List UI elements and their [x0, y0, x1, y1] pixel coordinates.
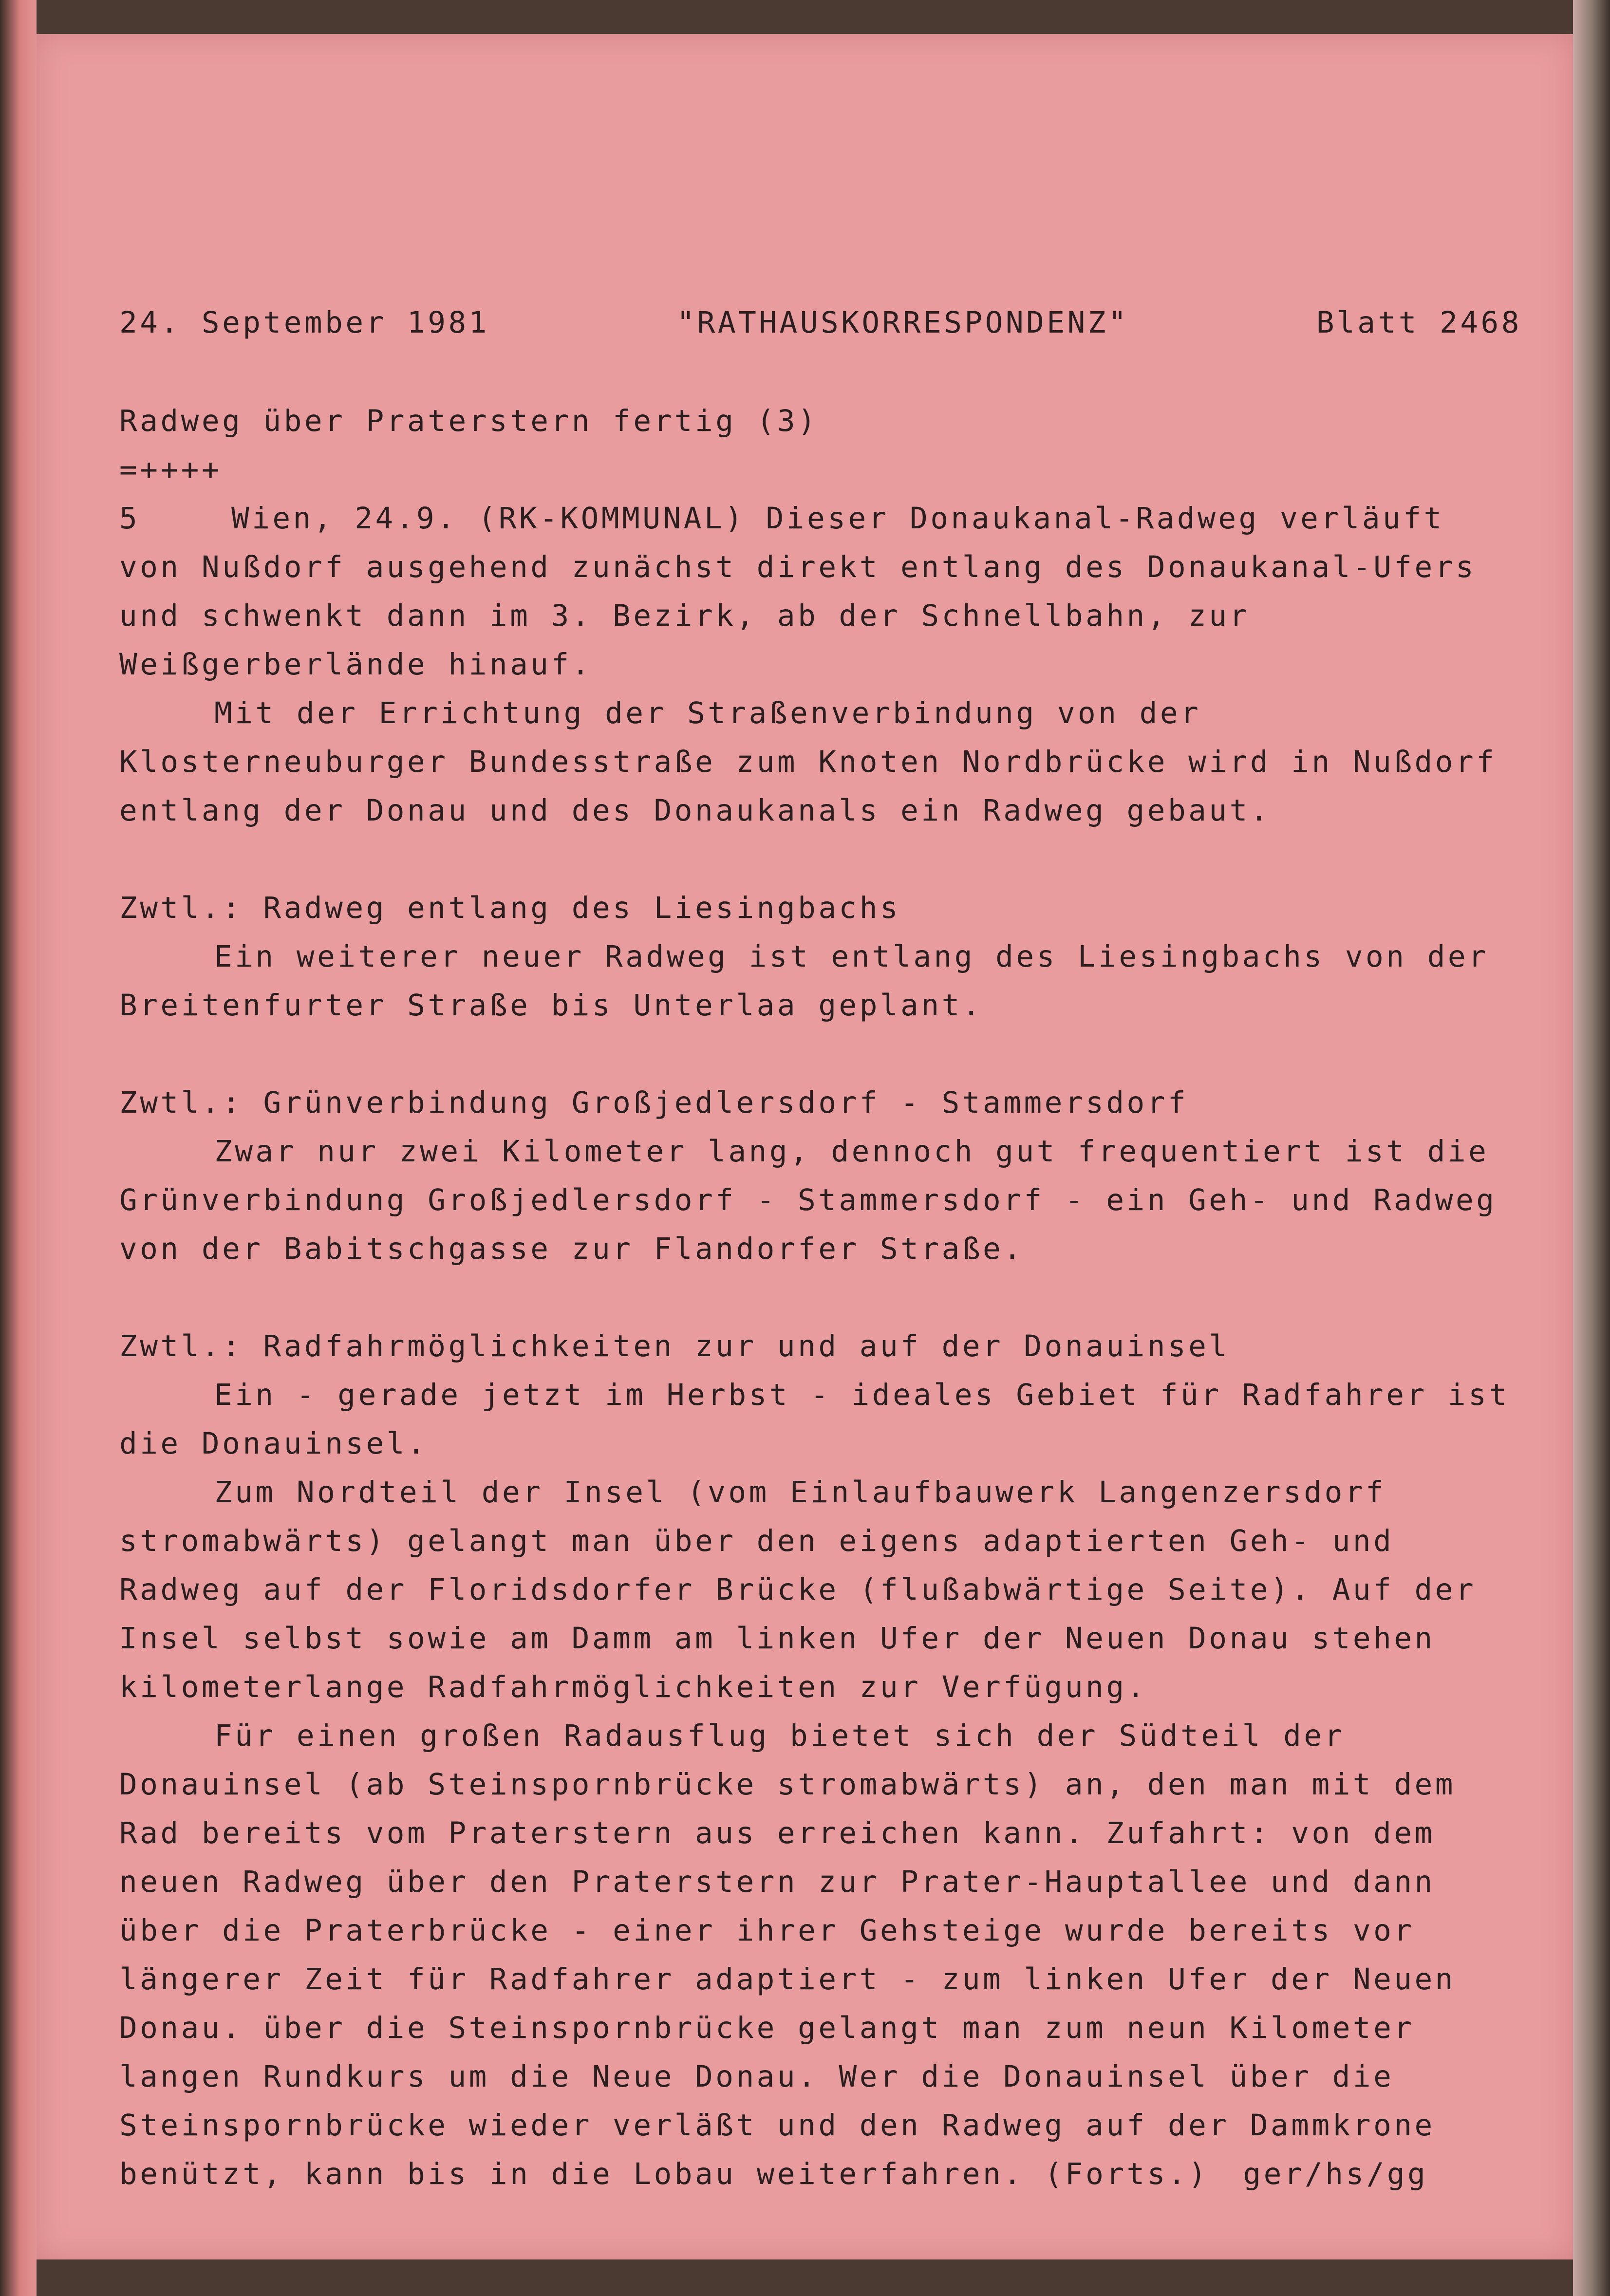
paragraph-line: Steinspornbrücke wieder verläßt und den Radweg auf der Dammkrone	[119, 2108, 1435, 2143]
paragraph-line: Insel selbst sowie am Damm am linken Ufer der Neuen Donau stehen	[119, 1621, 1435, 1656]
paragraph-line: Ein - gerade jetzt im Herbst - ideales Gebiet für Radfahrer ist	[214, 1378, 1510, 1412]
paragraph-line: und schwenkt dann im 3. Bezirk, ab der Schnellbahn, zur	[119, 598, 1250, 633]
subheading: Zwtl.: Radfahrmöglichkeiten zur und auf der Donauinsel	[119, 1329, 1230, 1363]
paragraph-line: stromabwärts) gelangt man über den eigens adaptierten Geh- und	[119, 1524, 1394, 1558]
paragraph-line: 5 Wien, 24.9. (RK-KOMMUNAL) Dieser Donaukanal-Radweg verläuft	[119, 494, 1522, 543]
paragraph-line: Rad bereits vom Praterstern aus erreichen kann. Zufahrt: von dem	[119, 1816, 1435, 1850]
paragraph-line: Donau. über die Steinspornbrücke gelangt man zum neun Kilometer	[119, 2011, 1415, 2045]
paragraph-line: Ein weiterer neuer Radweg ist entlang des Liesingbachs von der	[214, 939, 1489, 974]
paragraph-line: Mit der Errichtung der Straßenverbindung von der	[214, 696, 1201, 730]
headline: Radweg über Praterstern fertig (3)	[119, 404, 819, 438]
paragraph-line: Breitenfurter Straße bis Unterlaa geplant.	[119, 988, 983, 1023]
paragraph-line: entlang der Donau und des Donaukanals ein Radweg gebaut.	[119, 793, 1271, 828]
document-body	[119, 297, 1522, 2199]
separator: =++++	[119, 452, 223, 487]
paragraph-line: Für einen großen Radausflug bietet sich der Südteil der	[214, 1718, 1345, 1753]
paragraph-line: die Donauinsel.	[119, 1426, 428, 1461]
paragraph-line: Zwar nur zwei Kilometer lang, dennoch gut frequentiert ist die	[214, 1134, 1489, 1169]
item-marker: 5	[119, 501, 140, 536]
paragraph-line: von der Babitschgasse zur Flandorfer Straße.	[119, 1232, 1024, 1266]
page-edge	[1573, 0, 1610, 2296]
paragraph-line: Grünverbindung Großjedlersdorf - Stammersdorf - ein Geh- und Radweg	[119, 1183, 1497, 1217]
paragraph-line: Radweg auf der Floridsdorfer Brücke (flußabwärtige Seite). Auf der	[119, 1572, 1477, 1607]
paragraph-line: Klosterneuburger Bundesstraße zum Knoten Nordbrücke wird in Nußdorf	[119, 745, 1497, 779]
paragraph-line: Weißgerberlände hinauf.	[119, 647, 592, 682]
paragraph-line: von Nußdorf ausgehend zunächst direkt entlang des Donaukanal-Ufers	[119, 550, 1477, 584]
subheading: Zwtl.: Radweg entlang des Liesingbachs	[119, 891, 901, 925]
paragraph-line: über die Praterbrücke - einer ihrer Gehsteige wurde bereits vor	[119, 1913, 1415, 1948]
header-title: "RATHAUSKORRESPONDENZ"	[676, 305, 1129, 340]
document-page	[37, 34, 1573, 2259]
binding-spine	[0, 0, 37, 2296]
paragraph-line: neuen Radweg über den Praterstern zur Prater-Hauptallee und dann	[119, 1865, 1435, 1899]
header-sheet: Blatt 2468	[1316, 305, 1522, 340]
subheading: Zwtl.: Grünverbindung Großjedlersdorf - Stammersdorf	[119, 1085, 1189, 1120]
paragraph-line: längerer Zeit für Radfahrer adaptiert - zum linken Ufer der Neuen	[119, 1962, 1456, 1997]
page-header	[119, 297, 1522, 348]
author-signature: ger/hs/gg	[1243, 2157, 1428, 2191]
paragraph-line: Zum Nordteil der Insel (vom Einlaufbauwerk Langenzersdorf	[214, 1475, 1386, 1510]
header-date: 24. September 1981	[119, 305, 489, 340]
paragraph-line: langen Rundkurs um die Neue Donau. Wer die Donauinsel über die	[119, 2059, 1394, 2094]
paragraph-line: benützt, kann bis in die Lobau weiterfahren. (Forts.) ger/hs/gg	[119, 2157, 1428, 2191]
paragraph-line: Donauinsel (ab Steinspornbrücke stromabwärts) an, den man mit dem	[119, 1767, 1456, 1802]
paragraph-line: kilometerlange Radfahrmöglichkeiten zur Verfügung.	[119, 1670, 1147, 1704]
